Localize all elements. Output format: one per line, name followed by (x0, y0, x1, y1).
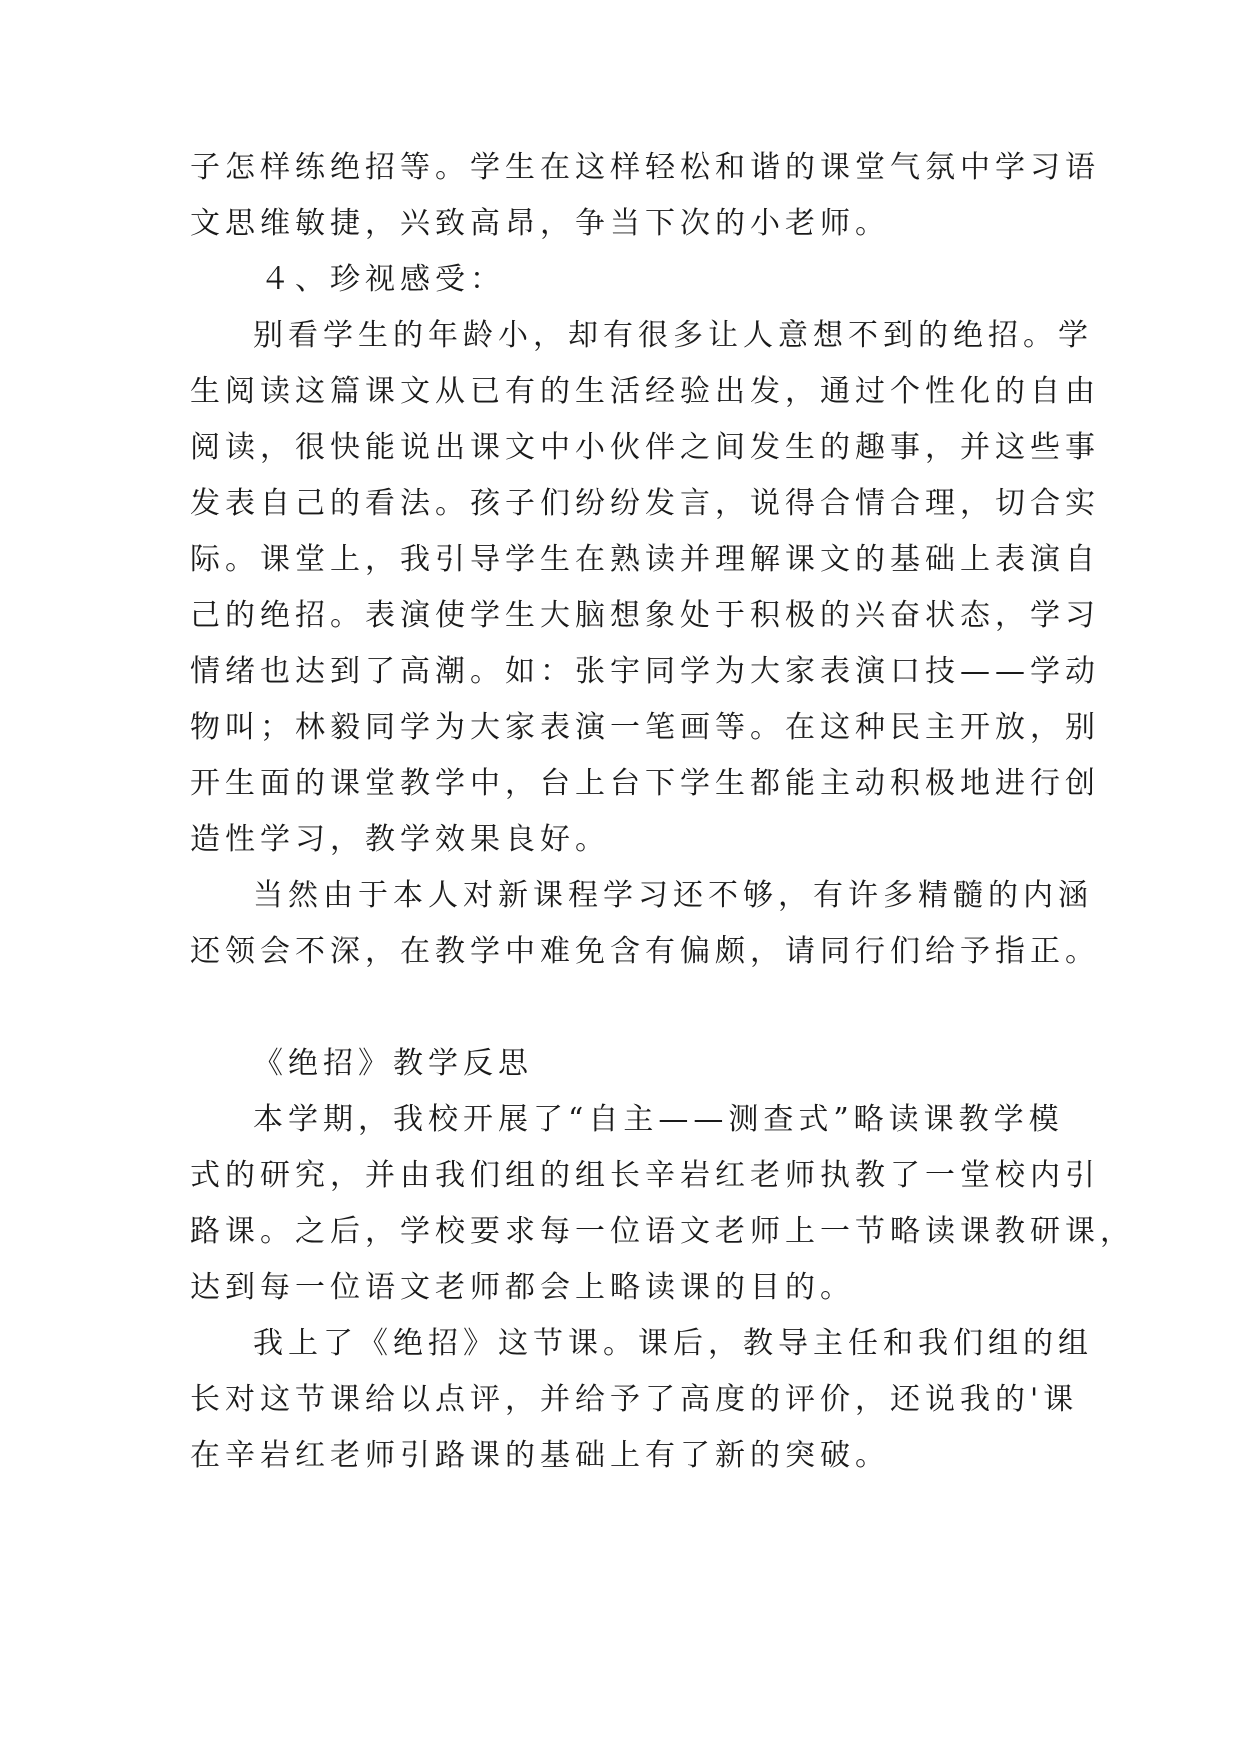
paragraph-line: 阅读，很快能说出课文中小伙伴之间发生的趣事，并这些事 (190, 430, 1100, 465)
paragraph-line: 还领会不深，在教学中难免含有偏颇，请同行们给予指正。 (190, 934, 1100, 969)
paragraph-line: 在辛岩红老师引路课的基础上有了新的突破。 (190, 1438, 890, 1473)
paragraph-line: 物叫；林毅同学为大家表演一笔画等。在这种民主开放，别 (190, 710, 1100, 745)
paragraph-line: 己的绝招。表演使学生大脑想象处于积极的兴奋状态，学习 (190, 598, 1100, 633)
paragraph-line: 式的研究，并由我们组的组长辛岩红老师执教了一堂校内引 (190, 1158, 1100, 1193)
paragraph-line: 别看学生的年龄小，却有很多让人意想不到的绝招。学 (253, 318, 1093, 353)
article-title: 《绝招》教学反思 (253, 1046, 533, 1081)
paragraph-line: 文思维敏捷，兴致高昂，争当下次的小老师。 (190, 206, 890, 241)
paragraph-line: 当然由于本人对新课程学习还不够，有许多精髓的内涵 (253, 878, 1093, 913)
paragraph-line: 本学期，我校开展了“自主——测查式”略读课教学模 (253, 1102, 1064, 1137)
paragraph-line: 长对这节课给以点评，并给予了高度的评价，还说我的'课 (190, 1382, 1079, 1417)
paragraph-line: 际。课堂上，我引导学生在熟读并理解课文的基础上表演自 (190, 542, 1100, 577)
paragraph-line: 达到每一位语文老师都会上略读课的目的。 (190, 1270, 855, 1305)
paragraph-line: 子怎样练绝招等。学生在这样轻松和谐的课堂气氛中学习语 (190, 150, 1100, 185)
paragraph-line: 开生面的课堂教学中，台上台下学生都能主动积极地进行创 (190, 766, 1100, 801)
paragraph-line: 情绪也达到了高潮。如：张宇同学为大家表演口技——学动 (190, 654, 1100, 689)
paragraph-line: 路课。之后，学校要求每一位语文老师上一节略读课教研课， (190, 1214, 1135, 1249)
paragraph-line: 发表自己的看法。孩子们纷纷发言，说得合情合理，切合实 (190, 486, 1100, 521)
paragraph-line: 我上了《绝招》这节课。课后，教导主任和我们组的组 (253, 1326, 1093, 1361)
paragraph-line: 造性学习，教学效果良好。 (190, 822, 610, 857)
section-heading: ４、珍视感受： (260, 262, 505, 297)
paragraph-line: 生阅读这篇课文从已有的生活经验出发，通过个性化的自由 (190, 374, 1100, 409)
